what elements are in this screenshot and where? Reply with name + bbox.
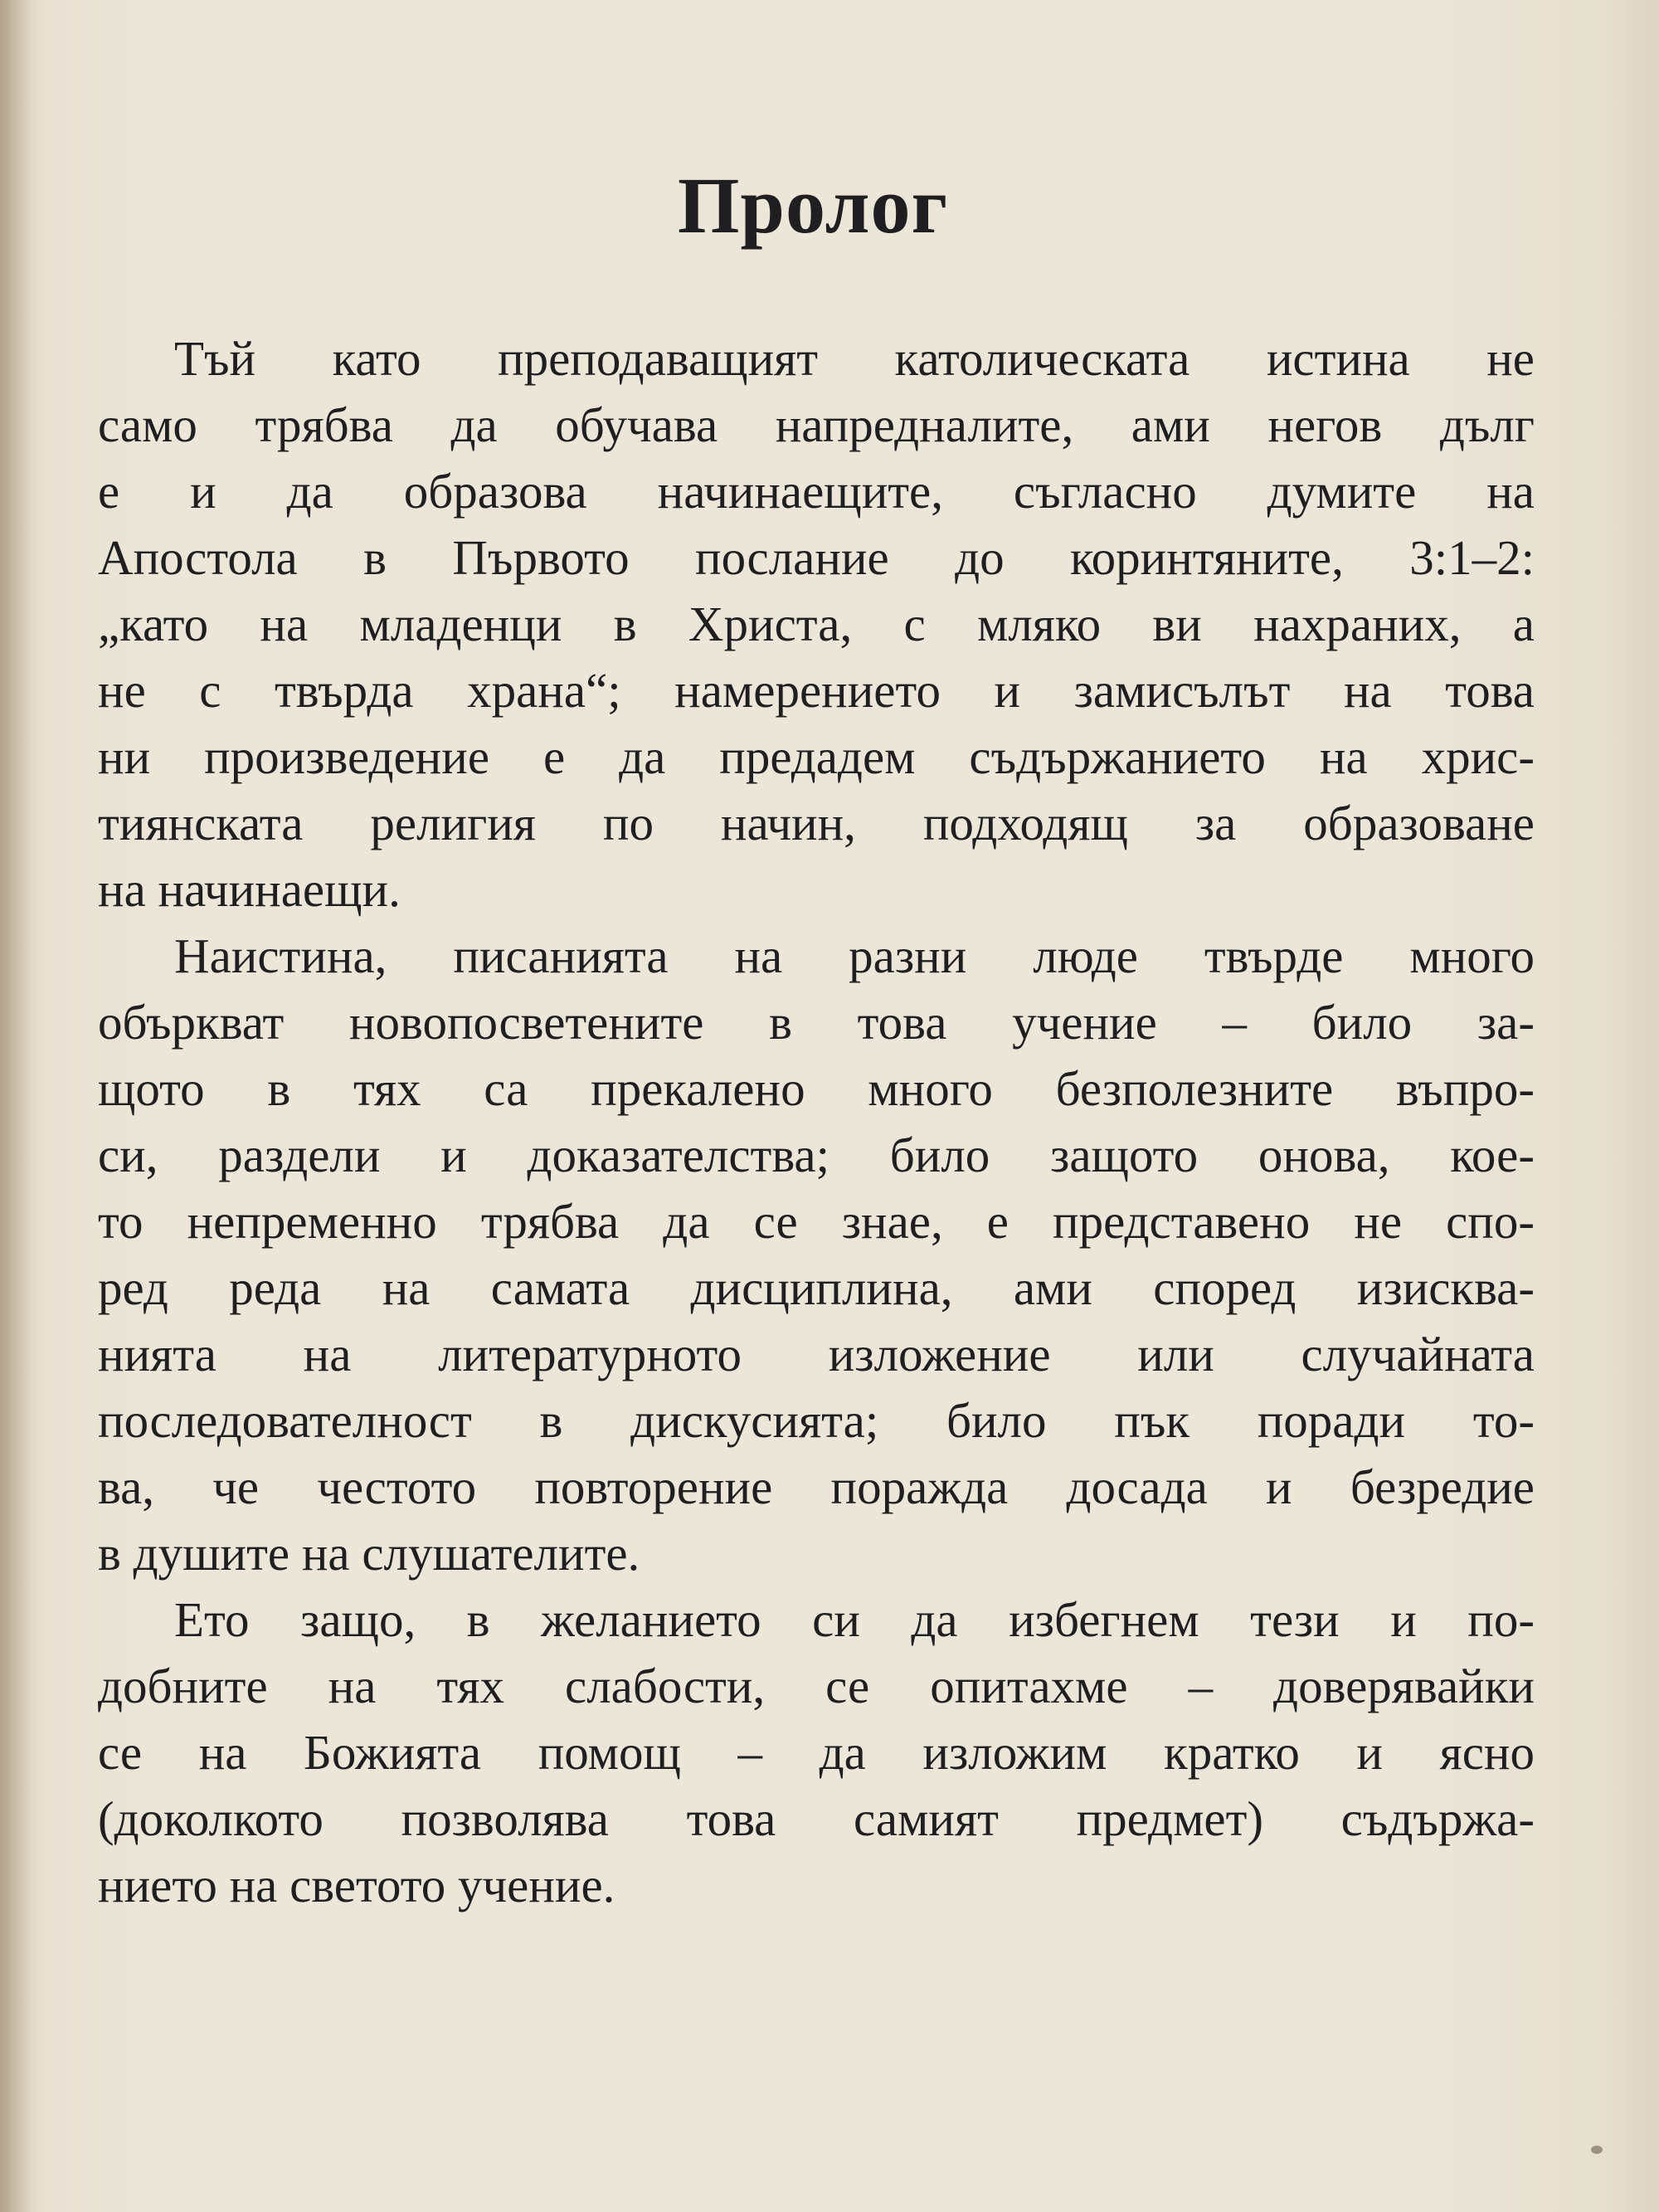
text-line: ред реда на самата дисциплина, ами според изисква- — [98, 1260, 1535, 1315]
paragraph-2 — [98, 923, 1535, 1586]
text-line: ва, че честото повторение поражда досада и безредие — [98, 1459, 1535, 1514]
text-line: Наистина, писанията на разни люде твърде много — [174, 928, 1535, 983]
text-line: щото в тях са прекалено много безполезните въпро- — [98, 1061, 1535, 1116]
text-line: то непременно трябва да се знае, е представено не спо- — [98, 1194, 1535, 1249]
text-line: тиянската религия по начин, подходящ за образоване — [98, 796, 1535, 850]
text-line: Тъй като преподаващият католическата истина не — [174, 331, 1535, 386]
page-gutter-shadow — [0, 0, 33, 2212]
text-line: нията на литературното изложение или случайната — [98, 1327, 1535, 1381]
text-line: само трябва да обучава напредналите, ами негов дълг — [98, 397, 1535, 452]
text-line: в душите на слушателите. — [98, 1526, 640, 1581]
text-line: „като на младенци в Христа, с мляко ви нахраних, а — [98, 597, 1535, 651]
ink-speck — [1591, 2146, 1603, 2154]
text-line: (доколкото позволява това самият предмет) съдържа- — [98, 1791, 1535, 1846]
text-line: последователност в дискусията; било пък поради то- — [98, 1393, 1535, 1448]
paragraph-3 — [98, 1586, 1535, 1918]
text-line: Ето защо, в желанието си да избегнем тези и по- — [174, 1592, 1535, 1647]
text-line: Апостола в Първото послание до коринтяните, 3:1–2: — [98, 530, 1535, 585]
text-line: добните на тях слабости, се опитахме – доверявайки — [98, 1659, 1535, 1713]
paragraph-1 — [98, 325, 1535, 923]
page-title: Пролог — [677, 161, 949, 250]
text-line: объркват новопосветените в това учение – било за- — [98, 995, 1535, 1050]
text-line: на начинаещи. — [98, 862, 401, 917]
text-line: е и да образова начинаещите, съгласно думите на — [98, 464, 1535, 519]
body-text — [98, 325, 1535, 1918]
text-line: не с твърда храна“; намерението и замисълът на това — [98, 663, 1535, 718]
text-line: нието на светото учение. — [98, 1858, 615, 1912]
text-line: ни произведение е да предадем съдържанието на хрис- — [98, 729, 1535, 784]
text-line: се на Божията помощ – да изложим кратко и ясно — [98, 1725, 1535, 1780]
text-line: си, раздели и доказателства; било защото онова, кое- — [98, 1128, 1535, 1182]
